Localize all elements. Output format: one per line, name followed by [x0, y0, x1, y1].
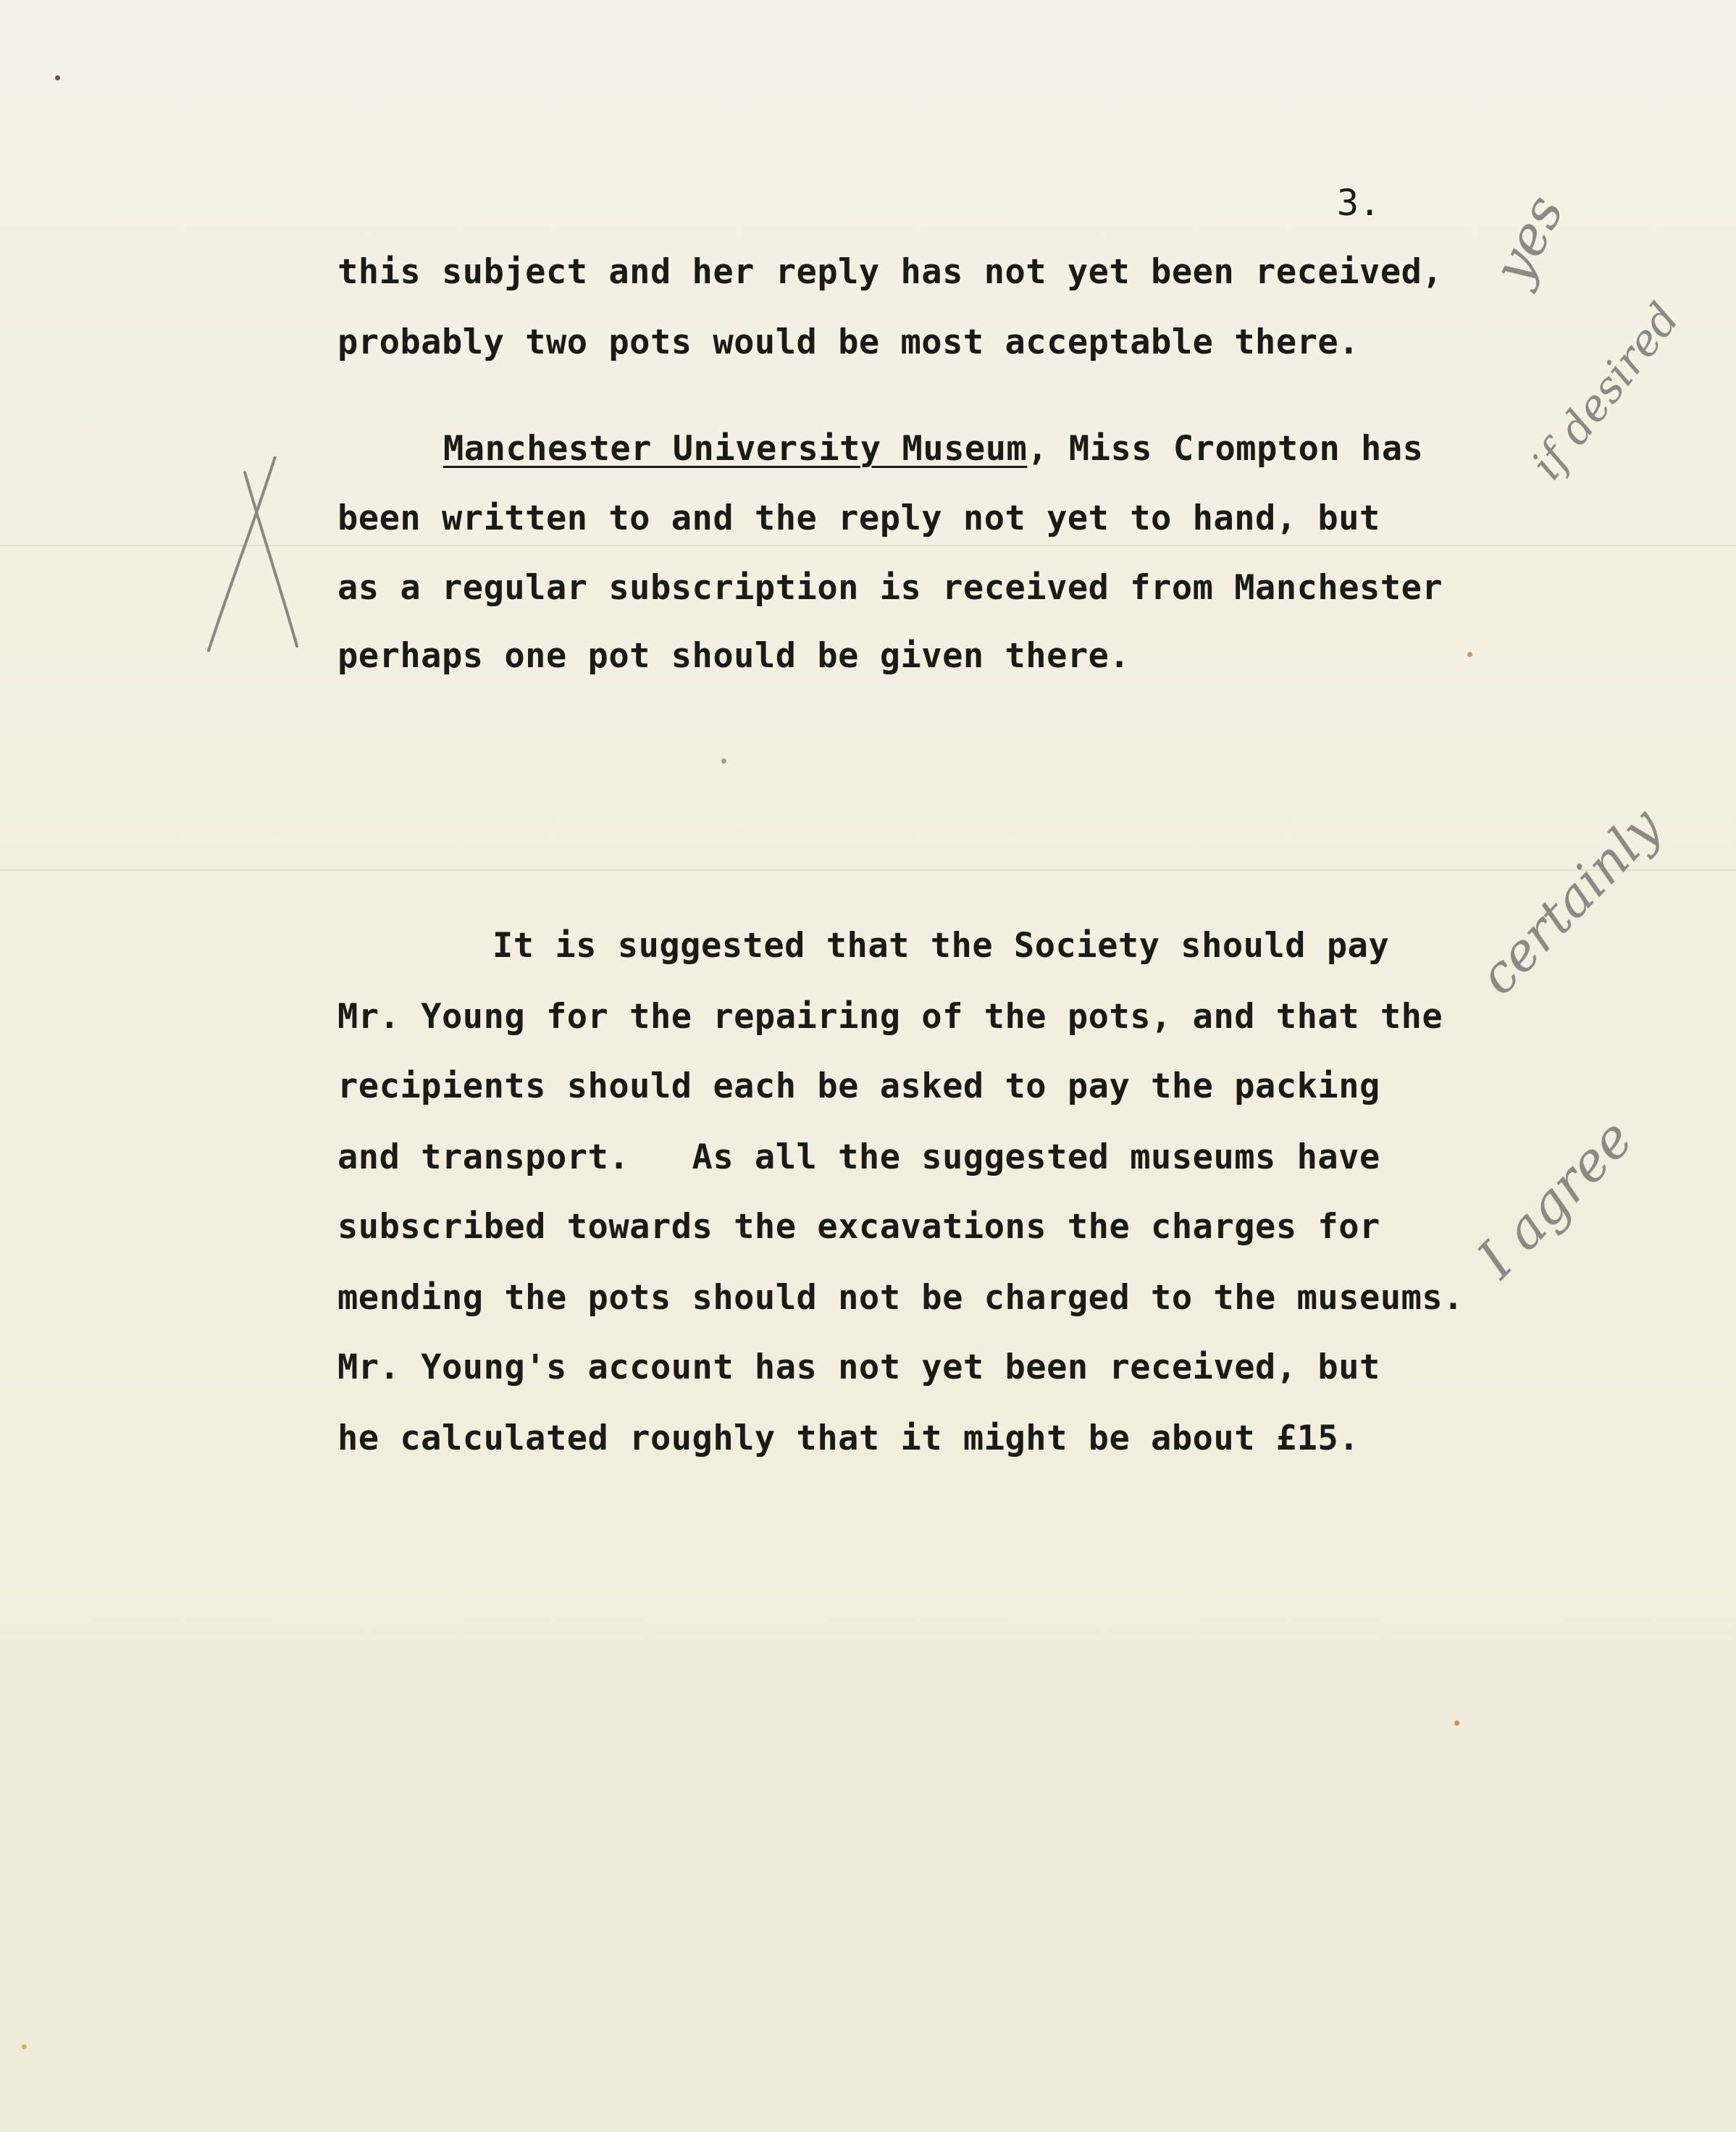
paragraph-1-line-2: probably two pots would be most acceptable there. [337, 322, 1360, 362]
paragraph-2-line-1 [443, 427, 1423, 471]
paper-speck [1467, 652, 1472, 657]
paragraph-3-line-2: Mr. Young for the repairing of the pots, and that the [337, 997, 1443, 1037]
annotation-i-agree: I agree [1465, 1107, 1645, 1290]
paragraph-2-line-3: as a regular subscription is received from Manchester [337, 568, 1443, 608]
paragraph-3-line-8: he calculated roughly that it might be about £15. [337, 1418, 1360, 1458]
annotation-certainly: certainly [1467, 795, 1674, 1007]
manchester-museum-heading: Manchester University Museum [443, 429, 1028, 469]
paragraph-1-line-1: this subject and her reply has not yet been received, [337, 252, 1443, 292]
annotation-yes: yes [1480, 185, 1577, 294]
paper-speck [1454, 1721, 1459, 1726]
paragraph-2-line-4: perhaps one pot should be given there. [337, 636, 1131, 676]
paragraph-2-line-2: been written to and the reply not yet to hand, but [337, 498, 1380, 538]
paper-speck [55, 75, 60, 80]
paragraph-3-line-3: recipients should each be asked to pay the packing [337, 1066, 1380, 1106]
annotation-if-desired: if desired [1522, 293, 1690, 490]
paper-speck [721, 758, 726, 764]
page-number: 3. [1337, 182, 1381, 224]
paragraph-3-line-7: Mr. Young's account has not yet been received, but [337, 1347, 1380, 1387]
paper-speck [22, 2044, 27, 2049]
paragraph-3-line-6: mending the pots should not be charged to the museums. [337, 1278, 1464, 1318]
pencil-x-mark [203, 456, 326, 659]
paragraph-3-line-4: and transport. As all the suggested museums have [337, 1137, 1380, 1177]
paper-fold-line [0, 869, 1736, 871]
paragraph-2-line-1-rest: , Miss Crompton has [1027, 429, 1424, 469]
paragraph-3-line-5: subscribed towards the excavations the charges for [337, 1207, 1380, 1247]
paragraph-3-line-1: It is suggested that the Society should pay [492, 926, 1390, 966]
